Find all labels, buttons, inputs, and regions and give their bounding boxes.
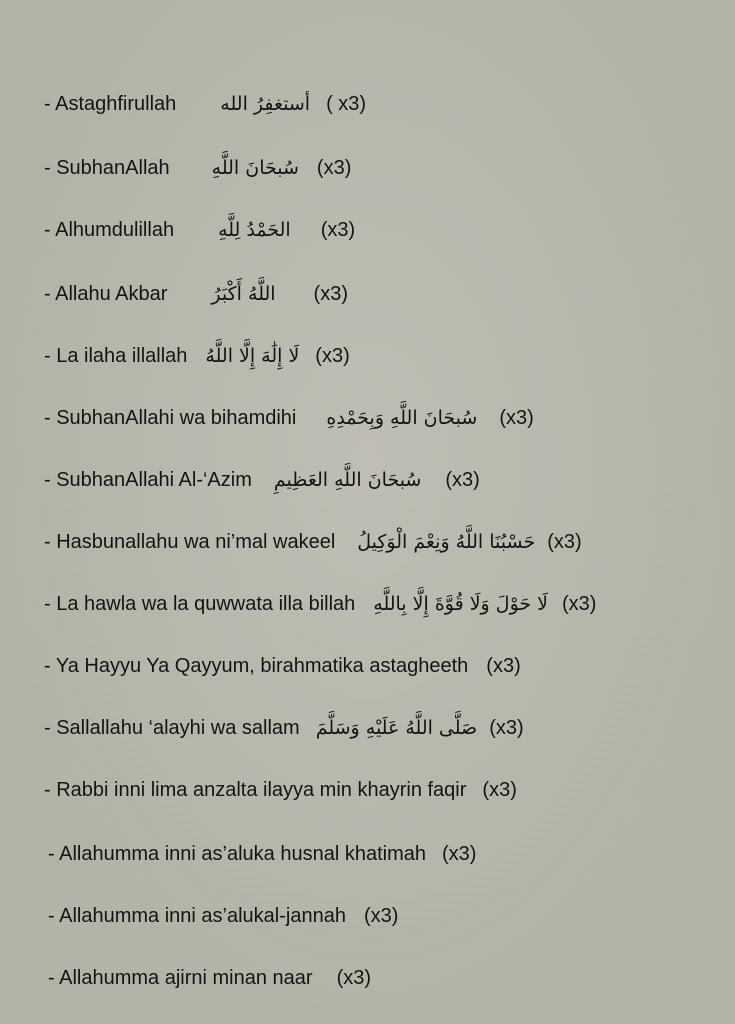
dhikr-count: (x3) [441, 843, 477, 865]
dhikr-row-la-ilaha-illallah [44, 342, 350, 370]
dhikr-arabic: صَلَّى اللَّهُ عَلَيْهِ وَسَلَّمَ [315, 717, 478, 739]
dhikr-row-allahu-akbar [44, 280, 348, 308]
dhikr-transliteration: - Alhumdulillah [44, 219, 175, 241]
dhikr-count: (x3) [486, 655, 521, 677]
dhikr-transliteration: - Allahu Akbar [44, 283, 168, 305]
dhikr-count: (x3) [482, 779, 517, 801]
dhikr-transliteration: - La hawla wa la quwwata illa billah [44, 593, 356, 615]
dhikr-transliteration: - SubhanAllahi Al-‘Azim [44, 469, 252, 491]
dhikr-row-la-hawla [44, 590, 596, 618]
dhikr-row-ajirni-minan-naar [48, 964, 371, 992]
dhikr-row-sallallahu [44, 714, 524, 742]
dhikr-count: (x3) [363, 905, 399, 927]
dhikr-arabic: سُبحَانَ اللَّهِ العَظِيمِ [273, 469, 422, 491]
dhikr-row-subhanallahi-al-azim [44, 466, 480, 494]
dhikr-count: (x3) [547, 531, 582, 553]
dhikr-arabic: حَسْبُنَا اللَّهُ وَنِعْمَ الْوَكِيلُ [357, 531, 536, 553]
dhikr-row-ya-hayyu [44, 652, 521, 680]
dhikr-row-husnal-khatimah [48, 840, 476, 868]
dhikr-count: (x3) [336, 967, 372, 989]
dhikr-count: (x3) [499, 407, 534, 429]
dhikr-transliteration: - SubhanAllah [44, 157, 170, 179]
dhikr-row-subhanallah [44, 154, 351, 182]
dhikr-row-hasbunallahu [44, 528, 582, 556]
dhikr-transliteration: - Hasbunallahu wa ni’mal wakeel [44, 531, 336, 553]
dhikr-count: ( x3) [326, 93, 367, 115]
dhikr-count: (x3) [445, 469, 480, 491]
dhikr-transliteration: - Astaghfirullah [44, 93, 177, 115]
dhikr-transliteration: - La ilaha illallah [44, 345, 188, 367]
dhikr-transliteration: - Allahumma inni as’alukal-jannah [48, 905, 346, 927]
dhikr-arabic: سُبحَانَ اللَّهِ وَبِحَمْدِهِ [326, 407, 478, 429]
dhikr-count: (x3) [320, 219, 356, 241]
dhikr-count: (x3) [316, 157, 352, 179]
dhikr-row-astaghfirullah [44, 90, 366, 118]
dhikr-arabic: لَا حَوْلَ وَلَا قُوَّةَ إِلَّا بِاللَّهِ [373, 593, 549, 615]
dhikr-transliteration: - Sallallahu ‘alayhi wa sallam [44, 717, 300, 739]
dhikr-transliteration: - Allahumma ajirni minan naar [48, 967, 313, 989]
dhikr-row-al-jannah [48, 902, 398, 930]
dhikr-arabic: أستغفِرُ الله [220, 93, 311, 115]
dhikr-transliteration: - Rabbi inni lima anzalta ilayya min khayrin faqir [44, 779, 467, 801]
dhikr-count: (x3) [313, 283, 348, 305]
dhikr-arabic: لَا إِلَٰهَ إِلَّا اللَّهُ [205, 345, 300, 367]
dhikr-transliteration: - SubhanAllahi wa bihamdihi [44, 407, 297, 429]
dhikr-transliteration: - Allahumma inni as’aluka husnal khatimah [48, 843, 426, 865]
dhikr-arabic: اللَّهُ أَكْبَرُ [211, 283, 276, 305]
dhikr-count: (x3) [315, 345, 350, 367]
dhikr-transliteration: - Ya Hayyu Ya Qayyum, birahmatika astagheeth [44, 655, 469, 677]
dhikr-row-rabbi-inni [44, 776, 517, 804]
dhikr-count: (x3) [489, 717, 524, 739]
dhikr-row-subhanallahi-wa-bihamdihi [44, 404, 534, 432]
dhikr-row-alhumdulillah [44, 216, 355, 244]
dhikr-arabic: سُبحَانَ اللَّهِ [211, 157, 299, 179]
dhikr-count: (x3) [562, 593, 597, 615]
dhikr-arabic: الحَمْدُ لِلَّهِ [218, 219, 291, 241]
